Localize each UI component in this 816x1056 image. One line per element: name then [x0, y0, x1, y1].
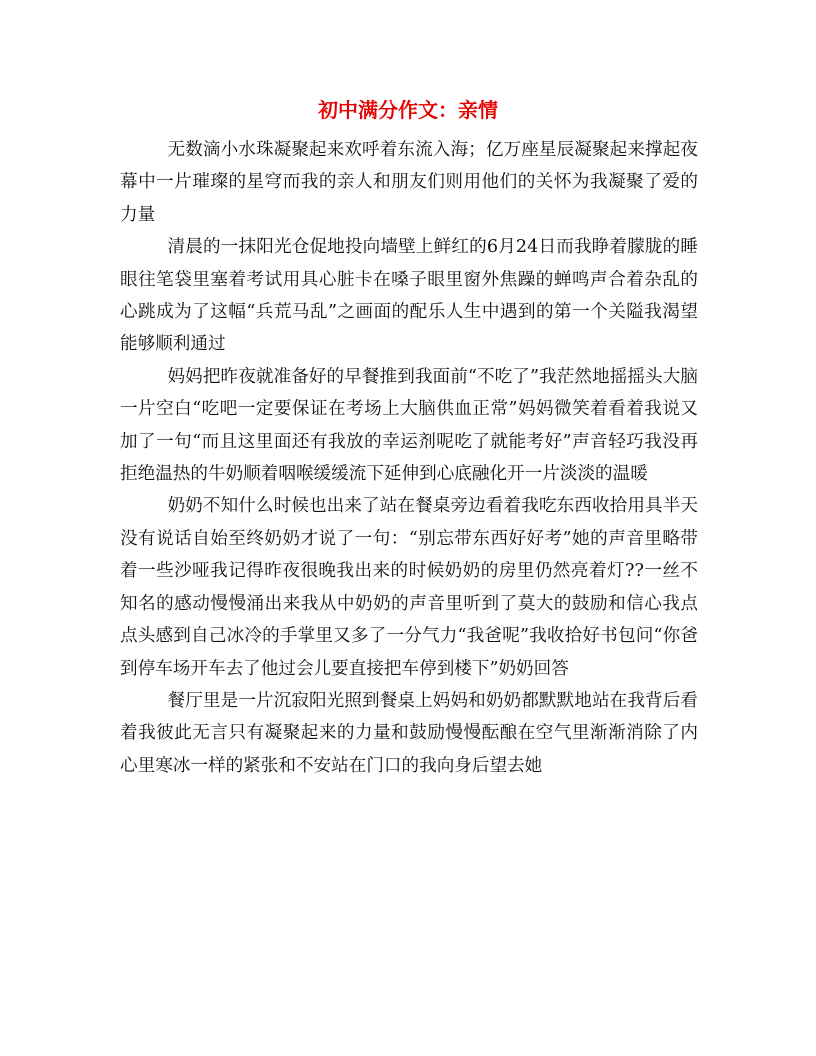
paragraph: 奶奶不知什么时候也出来了站在餐桌旁边看着我吃东西收拾用具半天没有说话自始至终奶奶才说了一句：“别忘带东西好好考”她的声音里略带着一些沙哑我记得昨夜很晚我出来的时候奶奶的房里仍然亮着灯??一丝不知名的感动慢慢涌出来我从中奶奶的声音里听到了莫大的鼓励和信心我点点头感到自己冰冷的手掌里又多了一分气力“我爸呢”我收拾好书包问“你爸到停车场开车去了他过会儿要直接把车停到楼下”奶奶回答: [120, 496, 698, 679]
document-body: [120, 134, 698, 782]
paragraph: 清晨的一抹阳光仓促地投向墙壁上鲜红的6月24日而我睁着朦胧的睡眼往笔袋里塞着考试用具心脏卡在嗓子眼里窗外焦躁的蝉鸣声合着杂乱的心跳成为了这幅“兵荒马乱”之画面的配乐人生中遇到的第一个关隘我渴望能够顺利通过: [120, 237, 698, 355]
paragraph: 妈妈把昨夜就准备好的早餐推到我面前“不吃了”我茫然地摇摇头大脑一片空白“吃吧一定要保证在考场上大脑供血正常”妈妈微笑着看着我说又加了一句“而且这里面还有我放的幸运剂呢吃了就能考好”声音轻巧我没再拒绝温热的牛奶顺着咽喉缓缓流下延伸到心底融化开一片淡淡的温暖: [120, 366, 698, 485]
document-title: 初中满分作文：亲情: [318, 98, 498, 122]
paragraph: 无数滴小水珠凝聚起来欢呼着东流入海；亿万座星辰凝聚起来撑起夜幕中一片璀璨的星穹而我的亲人和朋友们则用他们的关怀为我凝聚了爱的力量: [120, 140, 698, 225]
paragraph: 餐厅里是一片沉寂阳光照到餐桌上妈妈和奶奶都默默地站在我背后看着我彼此无言只有凝聚起来的力量和鼓励慢慢酝酿在空气里渐渐消除了内心里寒冰一样的紧张和不安站在门口的我向身后望去她: [120, 690, 698, 776]
